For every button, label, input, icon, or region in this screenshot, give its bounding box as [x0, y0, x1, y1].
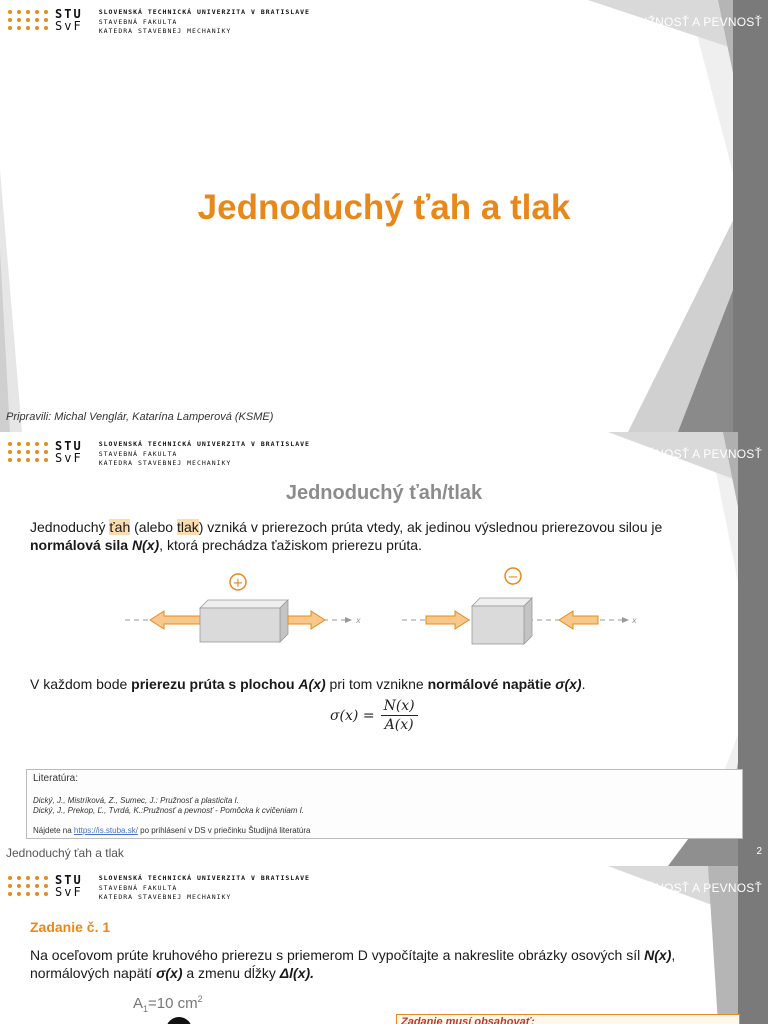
right-arrow-icon	[426, 611, 469, 629]
authors: Pripravili: Michal Venglár, Katarína Lamperová (KSME)	[6, 411, 274, 423]
assignment-text: Na oceľovom prúte kruhového prierezu s priemerom D vypočítajte a nakreslite obrázky osových síl N(x), normálových napätí σ(x) a zmenu dĺžky Δl(x).	[30, 947, 676, 981]
logo-text: STU SvF	[55, 439, 83, 465]
axis-label: x	[356, 616, 361, 625]
stu-logo	[8, 874, 310, 904]
axis-arrow-icon	[345, 617, 352, 623]
bar-block	[200, 608, 280, 642]
literature-box: Literatúra: Dický, J., Mistríková, Z., Sumec, J.: Pružnosť a plasticita I. Dický, J., Prekop, Ľ., Tvrdá, K.:Pružnosť a pevnosť - Pomôcka k cvičeniam I. Nájdete na https://is.stuba.sk/ po prihlásení v DS v priečinku Študijná literatúra	[26, 769, 743, 839]
area-label: $A_1=10$ $cm^2$	[133, 994, 203, 1014]
institution-text: SLOVENSKÁ TECHNICKÁ UNIVERZITA V BRATISLAVE STAVEBNÁ FAKULTA KATEDRA STAVEBNEJ MECHANIKY	[98, 8, 310, 35]
stu-logo	[8, 440, 310, 470]
tension-compression-figure	[120, 566, 640, 652]
bar-block	[472, 606, 524, 644]
bar-cross-section-shape	[166, 1017, 192, 1024]
requirements-box: Zadanie musí obsahovať:	[396, 1014, 740, 1024]
right-arrow-icon	[288, 611, 325, 629]
assignment-title: Zadanie č. 1	[30, 919, 111, 935]
slide-title: Jednoduchý ťah a tlak	[197, 188, 571, 227]
title-slide	[0, 0, 768, 432]
institution-text: SLOVENSKÁ TECHNICKÁ UNIVERZITA V BRATISLAVE STAVEBNÁ FAKULTA KATEDRA STAVEBNEJ MECHANIKY	[98, 440, 310, 467]
literature-link[interactable]: https://is.stuba.sk/	[73, 826, 138, 835]
logo-dots	[8, 876, 48, 896]
definition-paragraph: Jednoduchý ťah (alebo tlak) vzniká v prierezoch prúta vtedy, ak jedinou výslednou prierezovou silou je normálová sila N(x), ktorá prechádza ťažiskom prierezu prúta.	[30, 519, 663, 553]
page-number: 2	[756, 846, 762, 857]
slide-title: Jednoduchý ťah/tlak	[285, 482, 483, 504]
stress-paragraph: V každom bode prierezu prúta s plochou A(x) pri tom vznikne normálové napätie σ(x).	[30, 676, 586, 692]
logo-dots	[8, 10, 48, 30]
logo-text: STU SvF	[55, 7, 83, 33]
axis-label: x	[632, 616, 637, 625]
logo-dots	[8, 442, 48, 462]
assignment-slide	[0, 866, 768, 1024]
svg-text:−: −	[507, 570, 519, 585]
theory-slide	[0, 432, 768, 866]
slide-footer: Jednoduchý ťah a tlak	[6, 846, 124, 860]
course-name: PRUŽNOSŤ A PEVNOSŤ	[621, 881, 762, 895]
axis-arrow-icon	[622, 617, 629, 623]
course-name: PRUŽNOSŤ A PEVNOSŤ	[621, 447, 762, 461]
institution-text: SLOVENSKÁ TECHNICKÁ UNIVERZITA V BRATISLAVE STAVEBNÁ FAKULTA KATEDRA STAVEBNEJ MECHANIKY	[98, 874, 310, 901]
left-arrow-icon	[559, 611, 598, 629]
svg-text:+: +	[232, 576, 244, 591]
left-arrow-icon	[150, 611, 200, 629]
stu-logo	[8, 8, 310, 38]
stress-formula: σ(x) = $\frac{N(x)}{A(x)}$	[330, 698, 418, 733]
logo-text: STU SvF	[55, 873, 83, 899]
course-name: PRUŽNOSŤ A PEVNOSŤ	[621, 15, 762, 29]
